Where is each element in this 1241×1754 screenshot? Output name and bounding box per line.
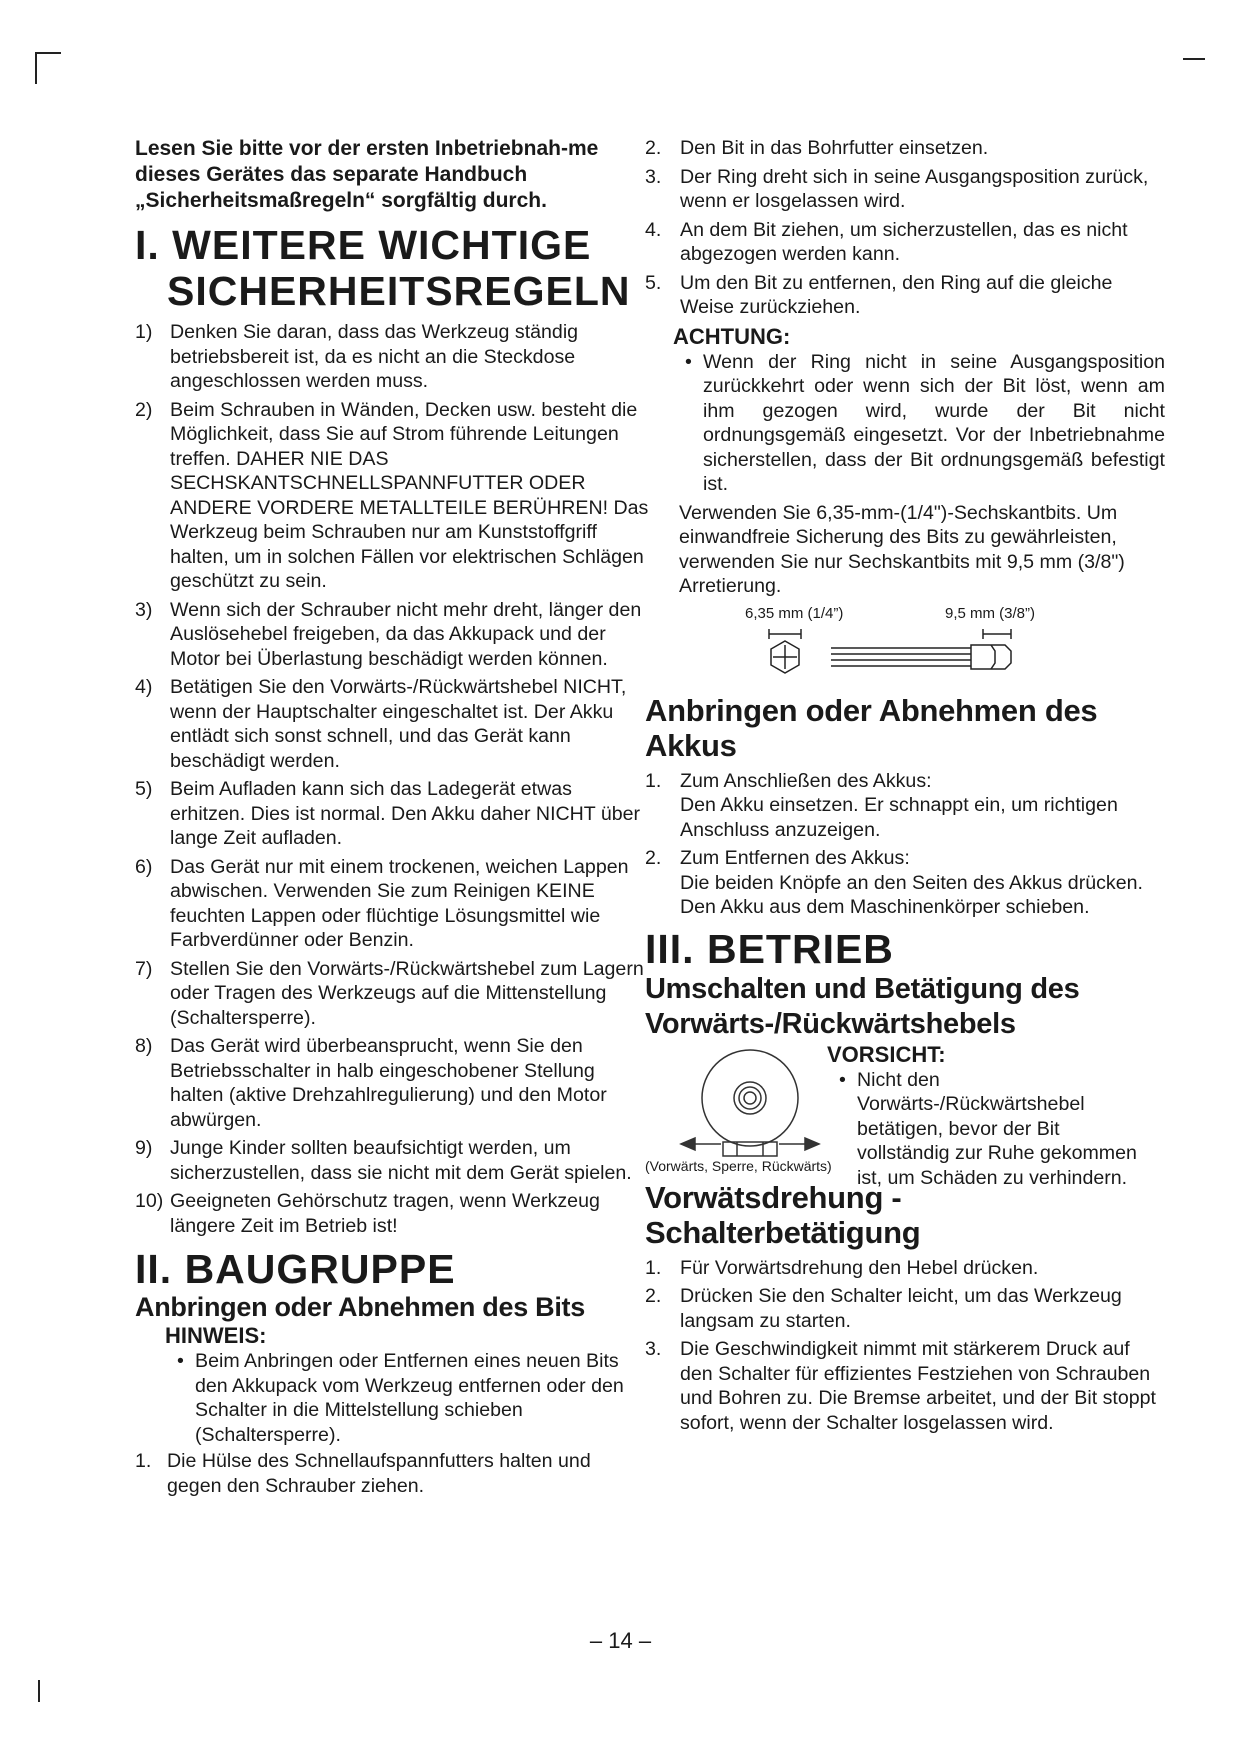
list-item: 2. Den Bit in das Bohrfutter einsetzen. — [645, 137, 989, 159]
akku-steps — [645, 769, 1165, 920]
list-item: 9) Junge Kinder sollten beaufsichtigt werden, um sicherzustellen, dass sie nicht mit dem Gerät spielen. — [135, 1137, 632, 1184]
list-item: 7) Stellen Sie den Vorwärts-/Rückwärtshebel zum Lagern oder Tragen des Werkzeugs auf die Mittenstellung (Schaltersperre). — [135, 957, 644, 1029]
section-3-title: III. BETRIEB — [645, 925, 894, 972]
crop-mark-top-left-v — [35, 52, 37, 84]
dial-caption: (Vorwärts, Sperre, Rückwärts) — [645, 1157, 832, 1174]
section-1-title-line2: SICHERHEITSREGELN — [167, 268, 631, 314]
crop-mark-bottom-left — [38, 1680, 40, 1702]
dim-label-1: 6,35 mm (1/4”) — [745, 604, 844, 622]
bits-subtitle: Anbringen oder Abnehmen des Bits — [135, 1292, 585, 1322]
hinweis-text: • Beim Anbringen oder Entfernen eines neuen Bits den Akkupack vom Werkzeug entfernen oder den Schalter in die Mittelstellung schieben (Schaltersperre). — [177, 1349, 650, 1447]
vorsicht-text-block — [827, 1042, 1157, 1191]
list-item: 1) Denken Sie daran, dass das Werkzeug ständig betriebsbereit ist, da es nicht an die Steckdose angeschlossen werden muss. — [135, 321, 579, 392]
forward-steps — [645, 1256, 1165, 1436]
akku-title: Anbringen oder Abnehmen des Akkus — [645, 692, 1098, 763]
hex-bit-icon — [755, 623, 1115, 685]
hinweis-list — [165, 1349, 650, 1447]
forward-title: Vorwätsdrehung - Schalterbetätigung — [645, 1179, 921, 1250]
hinweis-title: HINWEIS: — [165, 1323, 267, 1348]
achtung-block — [645, 324, 1165, 497]
section-1-title-line1: I. WEITERE WICHTIGE — [135, 222, 592, 268]
list-item: 10) Geeigneten Gehörschutz tragen, wenn Werkzeug längere Zeit im Betrieb ist! — [135, 1190, 600, 1237]
achtung-text: • Wenn der Ring nicht in seine Ausgangsposition zurückkehrt oder wenn sich der Bit löst, wenn am ihm gezogen wird, wurde der Bit nicht ordnungsgemäß eingesetzt. Vor der Inbetriebnahme sicherstellen, dass der Bit ordnungsgemäß befestigt ist. — [685, 350, 1165, 497]
list-item: 5. Um den Bit zu entfernen, den Ring auf die gleiche Weise zurückziehen. — [645, 271, 1113, 318]
list-item: 4) Betätigen Sie den Vorwärts-/Rückwärtshebel NICHT, wenn der Hauptschalter eingeschaltet ist. Der Akku entlädt sich sonst schnell, und das Gerät kann beschädigt werden. — [135, 676, 627, 772]
list-item: 6) Das Gerät nur mit einem trockenen, weichen Lappen abwischen. Verwenden Sie zum Reinigen KEINE feuchten Lappen oder flüchtige Lösungsmittel wie Farbverdünner oder Benzin. — [135, 855, 629, 951]
hinweis-block — [135, 1323, 650, 1447]
list-item: 3. Die Geschwindigkeit nimmt mit stärkerem Druck auf den Schalter für effizientes Festziehen von Schrauben und Bohren zu. Die Bremse arbeitet, und der Bit stoppt sofort, wenn der Schalter losgelassen wird. — [645, 1338, 1156, 1434]
vorsicht-text: • Nicht den Vorwärts-/Rückwärtshebel betätigen, bevor der Bit vollständig zur Ruhe gekommen ist, um Schäden zu verhindern. — [839, 1068, 1157, 1191]
crop-mark-top-right — [1183, 58, 1205, 60]
dim-label-2: 9,5 mm (3/8”) — [945, 604, 1036, 622]
vorsicht-block — [645, 1041, 1165, 1189]
crop-mark-top-left-h — [35, 52, 61, 54]
hex-bit-diagram — [645, 605, 1165, 685]
direction-dial-icon — [675, 1046, 825, 1158]
safety-rules-list — [135, 320, 650, 1238]
list-item: 1. Zum Anschließen des Akkus: Den Akku einsetzen. Er schnappt ein, um richtigen Anschluss anzuzeigen. — [645, 769, 1118, 841]
list-item: 5) Beim Aufladen kann sich das Ladegerät etwas erhitzen. Dies ist normal. Den Akku daher NICHT über lange Zeit aufladen. — [135, 778, 641, 849]
list-item: 8) Das Gerät wird überbeansprucht, wenn Sie den Betriebsschalter in halb eingeschobener Stellung halten (aktive Drehzahlregulierung) und den Motor abwürgen. — [135, 1035, 607, 1131]
lever-subtitle: Umschalten und Betätigung des Vorwärts-/Rückwärtshebels — [645, 972, 1080, 1040]
page-number: – 14 – — [589, 1628, 652, 1653]
bits-steps-right — [645, 136, 1165, 320]
list-item: 2. Zum Entfernen des Akkus: Die beiden Knöpfe an den Seiten des Akkus drücken. Den Akku aus dem Maschinenkörper schieben. — [645, 847, 1143, 918]
list-item: 2) Beim Schrauben in Wänden, Decken usw. besteht die Möglichkeit, dass Sie auf Strom führende Leitungen treffen. DAHER NIE DAS SECHSKANTSCHNELLSPANNFUTTER ODER ANDERE VORDERE METALLTEILE BERÜHREN! Das Werkzeug beim Schrauben nur am Kunststoffgriff halten, um in solchen Fällen vor elektrischen Schlägen geschützt zu sein. — [135, 398, 649, 592]
bits-info-text: Verwenden Sie 6,35-mm-(1/4")-Sechskantbits. Um einwandfreie Sicherung des Bits zu gewährleisten, verwenden Sie nur Sechskantbits mit 9,5 mm (3/8") Arretierung. — [679, 501, 1125, 597]
list-item: 3. Der Ring dreht sich in seine Ausgangsposition zurück, wenn er losgelassen wird. — [645, 165, 1149, 212]
vorsicht-list — [827, 1068, 1157, 1191]
list-item: 1. Die Hülse des Schnellaufspannfutters halten und gegen den Schrauber ziehen. — [135, 1450, 591, 1497]
list-item: 4. An dem Bit ziehen, um sicherzustellen, das es nicht abgezogen werden kann. — [645, 218, 1128, 265]
achtung-list — [673, 350, 1165, 497]
vorsicht-title: VORSICHT: — [827, 1041, 946, 1067]
intro-text: Lesen Sie bitte vor der ersten Inbetriebnah-me dieses Gerätes das separate Handbuch „Sicherheitsmaßregeln“ sorgfältig durch. — [135, 137, 599, 212]
list-item: 1. Für Vorwärtsdrehung den Hebel drücken. — [645, 1256, 1039, 1279]
achtung-title: ACHTUNG: — [673, 323, 791, 349]
left-column — [135, 136, 650, 1502]
bits-steps-left — [135, 1449, 650, 1498]
section-2-title: II. BAUGRUPPE — [135, 1246, 456, 1292]
list-item: 3) Wenn sich der Schrauber nicht mehr dreht, länger den Auslösehebel freigeben, da das Akkupack und der Motor bei Überlastung beschädigt werden können. — [135, 598, 642, 670]
list-item: 2. Drücken Sie den Schalter leicht, um das Werkzeug langsam zu starten. — [645, 1285, 1122, 1332]
right-column — [645, 136, 1165, 1439]
